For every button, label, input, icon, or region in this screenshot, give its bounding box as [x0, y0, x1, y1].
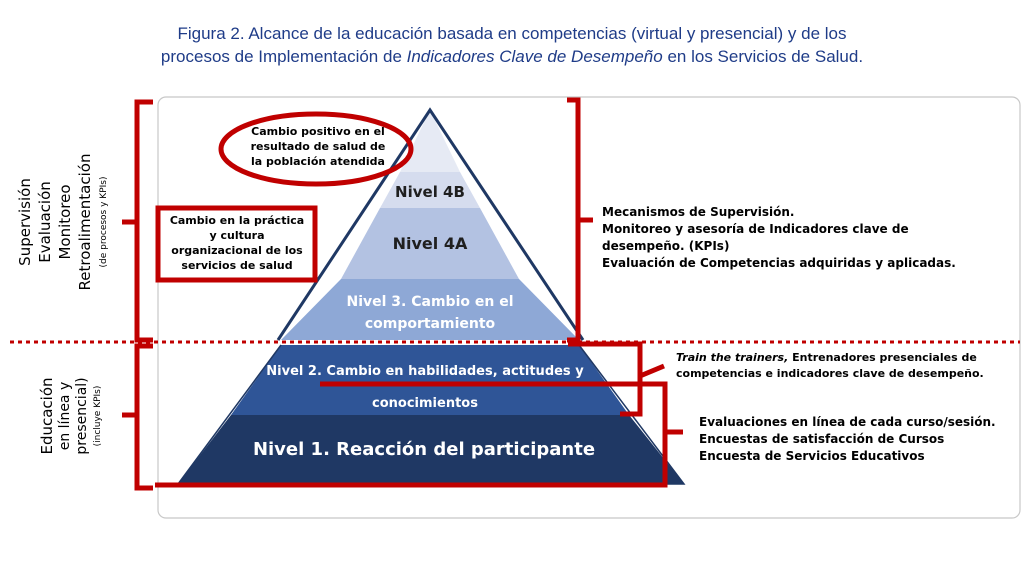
level-2-label-line-2: conocimientos: [372, 396, 478, 411]
supervision-note-line-4: Evaluación de Competencias adquiridas y aplicadas.: [602, 256, 956, 270]
evaluation-note-line-3: Encuesta de Servicios Educativos: [699, 449, 925, 463]
trainers-note-line-2: competencias e indicadores clave de desempeño.: [676, 367, 984, 380]
left-label-education: Educación: [38, 377, 56, 455]
left-label-monitoring: Monitoreo: [56, 184, 74, 260]
left-label-upper-note: (de procesos y KPIs): [99, 176, 109, 268]
caption-text: procesos de Implementación de: [160, 47, 407, 66]
trainers-note-italic: Train the trainers,: [676, 351, 789, 364]
trainers-note-rest: Entrenadores presenciales de: [788, 351, 977, 364]
caption-text-end: en los Servicios de Salud.: [662, 47, 864, 66]
apex-note-line-1: Cambio positivo en el: [251, 125, 385, 138]
level-3-label-line-1: Nivel 3. Cambio en el: [346, 294, 514, 310]
caption-line-1: Figura 2. Alcance de la educación basada en competencias (virtual y presencial) y de los: [177, 24, 847, 43]
left-label-presential: presencial): [74, 377, 90, 455]
practice-box-line-2: y cultura: [209, 229, 265, 242]
level-2-label-line-1: Nivel 2. Cambio en habilidades, actitudes y: [266, 364, 584, 379]
practice-box-line-4: servicios de salud: [181, 259, 293, 272]
left-label-evaluation: Evaluación: [36, 181, 54, 263]
supervision-note-line-3: desempeño. (KPIs): [602, 239, 730, 253]
left-label-feedback: Retroalimentación: [76, 153, 94, 291]
level-1-label: Nivel 1. Reacción del participante: [252, 439, 596, 460]
supervision-note-line-1: Mecanismos de Supervisión.: [602, 205, 795, 219]
practice-box-line-1: Cambio en la práctica: [169, 214, 305, 227]
level-3-label-line-2: comportamiento: [364, 316, 496, 332]
evaluation-note-line-1: Evaluaciones en línea de cada curso/sesión.: [699, 415, 996, 429]
left-label-lower-note: (incluye KPIs): [93, 385, 103, 447]
left-label-supervision: Supervisión: [16, 178, 34, 266]
level-4a-label: Nivel 4A: [392, 234, 468, 253]
left-upper-bracket: [137, 102, 153, 340]
supervision-note-line-2: Monitoreo y asesoría de Indicadores clave de: [602, 222, 909, 236]
level-4b-label: Nivel 4B: [395, 183, 465, 201]
trainers-note-line-1: [676, 351, 977, 364]
practice-box-line-3: organizacional de los: [171, 244, 303, 257]
caption-italic: Indicadores Clave de Desempeño: [406, 47, 663, 66]
evaluation-note-line-2: Encuestas de satisfacción de Cursos: [699, 432, 945, 446]
apex-note-line-3: la población atendida: [251, 155, 385, 168]
left-label-online: en línea y: [57, 381, 73, 451]
left-lower-bracket: [137, 346, 153, 488]
apex-note-line-2: resultado de salud de: [250, 140, 386, 153]
